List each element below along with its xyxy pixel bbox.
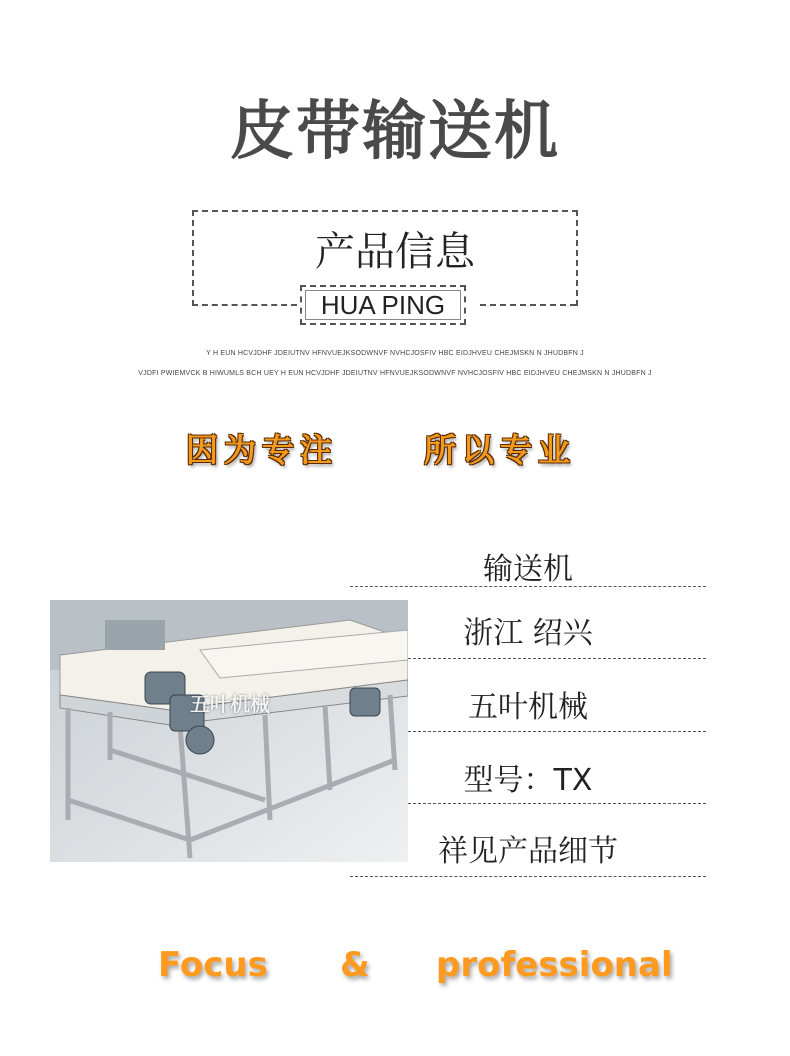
spec-item: 五叶机械 [468, 690, 588, 725]
filler-text-2: VJDFI PWIEMVCK B HIWUMLS BCH UEY H EUN HCVJDHF JDEIUTNV HFNVUEJKSODWNVF NVHCJOSFIV HBC EIDJHVEU CHEJMSKN N JHUDBFN J [138, 370, 652, 377]
conveyor-illustration [50, 600, 408, 862]
filler-text-1: Y H EUN HCVJDHF JDEIUTNV HFNVUEJKSODWNVF NVHCJOSFIV HBC EIDJHVEU CHEJMSKN N JHUDBFN J [206, 350, 584, 357]
slogan-right: 所以专业 [424, 431, 577, 469]
spec-divider [408, 658, 706, 659]
spec-divider [350, 586, 706, 587]
footer-ampersand: & [340, 945, 370, 985]
info-frame-bottom-right [480, 304, 576, 306]
info-heading: 产品信息 [315, 229, 475, 275]
info-frame-bottom-left [192, 304, 297, 306]
spec-item: 祥见产品细节 [438, 834, 618, 869]
spec-item: 浙江 绍兴 [463, 616, 593, 651]
spec-item: 型号：TX [463, 763, 593, 798]
footer-professional: professional [436, 945, 673, 985]
slogan-left: 因为专注 [186, 431, 339, 469]
spec-item: 输送机 [483, 552, 573, 587]
spec-divider [408, 803, 706, 804]
spec-divider [408, 731, 706, 732]
brand-badge [300, 285, 466, 325]
page-title: 皮带输送机 [230, 94, 560, 169]
brand-label: HUA PING [305, 290, 461, 320]
footer-focus: Focus [158, 945, 268, 985]
product-photo [50, 600, 408, 862]
photo-watermark: 五叶机械 [190, 692, 270, 716]
spec-divider [350, 876, 706, 877]
